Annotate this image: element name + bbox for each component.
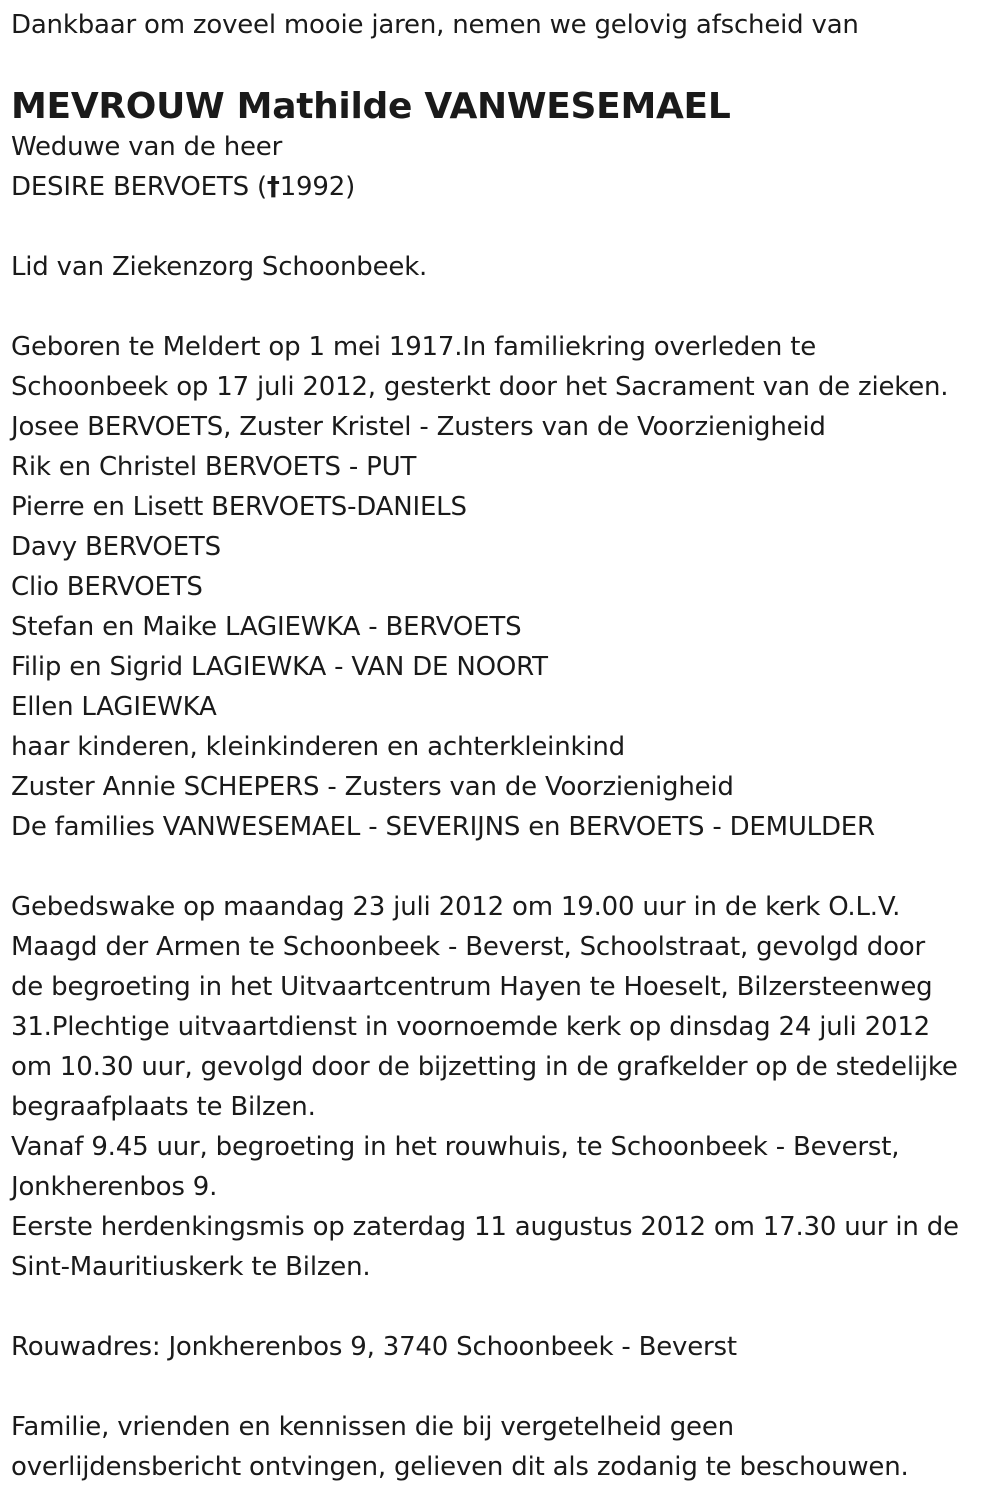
family-member: Filip en Sigrid LAGIEWKA - VAN DE NOORT [11, 652, 548, 682]
family-member: Pierre en Lisett BERVOETS-DANIELS [11, 492, 467, 522]
intro-text: Dankbaar om zoveel mooie jaren, nemen we gelovig afscheid van [11, 10, 859, 40]
family-member: De families VANWESEMAEL - SEVERIJNS en BERVOETS - DEMULDER [11, 812, 875, 842]
service-line: Maagd der Armen te Schoonbeek - Beverst, Schoolstraat, gevolgd door [11, 932, 926, 962]
family-member: haar kinderen, kleinkinderen en achterkleinkind [11, 732, 625, 762]
birth-death-line: Geboren te Meldert op 1 mei 1917.In familiekring overleden te [11, 332, 817, 362]
service-line: de begroeting in het Uitvaartcentrum Hayen te Hoeselt, Bilzersteenweg [11, 972, 933, 1002]
service-line: 31.Plechtige uitvaartdienst in voornoemde kerk op dinsdag 24 juli 2012 [11, 1012, 931, 1042]
closing-line: Familie, vrienden en kennissen die bij vergetelheid geen [11, 1412, 734, 1442]
family-member: Rik en Christel BERVOETS - PUT [11, 452, 417, 482]
birth-death-line: Schoonbeek op 17 juli 2012, gesterkt door het Sacrament van de zieken. [11, 372, 949, 402]
obituary-notice [11, 5, 991, 1487]
closing-section [11, 1407, 991, 1487]
family-member: Zuster Annie SCHEPERS - Zusters van de Voorzienigheid [11, 772, 734, 802]
service-line: Sint-Mauritiuskerk te Bilzen. [11, 1252, 371, 1282]
service-line: Gebedswake op maandag 23 juli 2012 om 19.00 uur in de kerk O.L.V. [11, 892, 901, 922]
service-line: begraafplaats te Bilzen. [11, 1092, 316, 1122]
spacer [11, 1287, 991, 1327]
spouse-intro: Weduwe van de heer [11, 132, 283, 162]
membership: Lid van Ziekenzorg Schoonbeek. [11, 252, 428, 282]
spacer [11, 207, 991, 247]
service-line: om 10.30 uur, gevolgd door de bijzetting in de grafkelder op de stedelijke [11, 1052, 958, 1082]
spouse-name-line [11, 167, 991, 207]
cross-icon: † [266, 172, 280, 202]
deceased-name: MEVROUW Mathilde VANWESEMAEL [11, 86, 731, 127]
service-line: Vanaf 9.45 uur, begroeting in het rouwhuis, te Schoonbeek - Beverst, [11, 1132, 900, 1162]
closing-line: overlijdensbericht ontvingen, gelieven dit als zodanig te beschouwen. [11, 1452, 909, 1482]
service-line: Jonkherenbos 9. [11, 1172, 218, 1202]
services-section [11, 887, 991, 1287]
spacer [11, 1367, 991, 1407]
family-member: Ellen LAGIEWKA [11, 692, 217, 722]
birth-death-section [11, 327, 991, 407]
spacer [11, 287, 991, 327]
spacer [11, 847, 991, 887]
mourning-address: Rouwadres: Jonkherenbos 9, 3740 Schoonbeek - Beverst [11, 1332, 737, 1362]
family-member: Davy BERVOETS [11, 532, 221, 562]
family-list [11, 407, 991, 847]
family-member: Josee BERVOETS, Zuster Kristel - Zusters van de Voorzienigheid [11, 412, 826, 442]
service-line: Eerste herdenkingsmis op zaterdag 11 augustus 2012 om 17.30 uur in de [11, 1212, 959, 1242]
spouse-name: DESIRE BERVOETS ( [11, 172, 267, 202]
family-member: Stefan en Maike LAGIEWKA - BERVOETS [11, 612, 522, 642]
spouse-death-year: 1992) [279, 172, 356, 202]
family-member: Clio BERVOETS [11, 572, 203, 602]
